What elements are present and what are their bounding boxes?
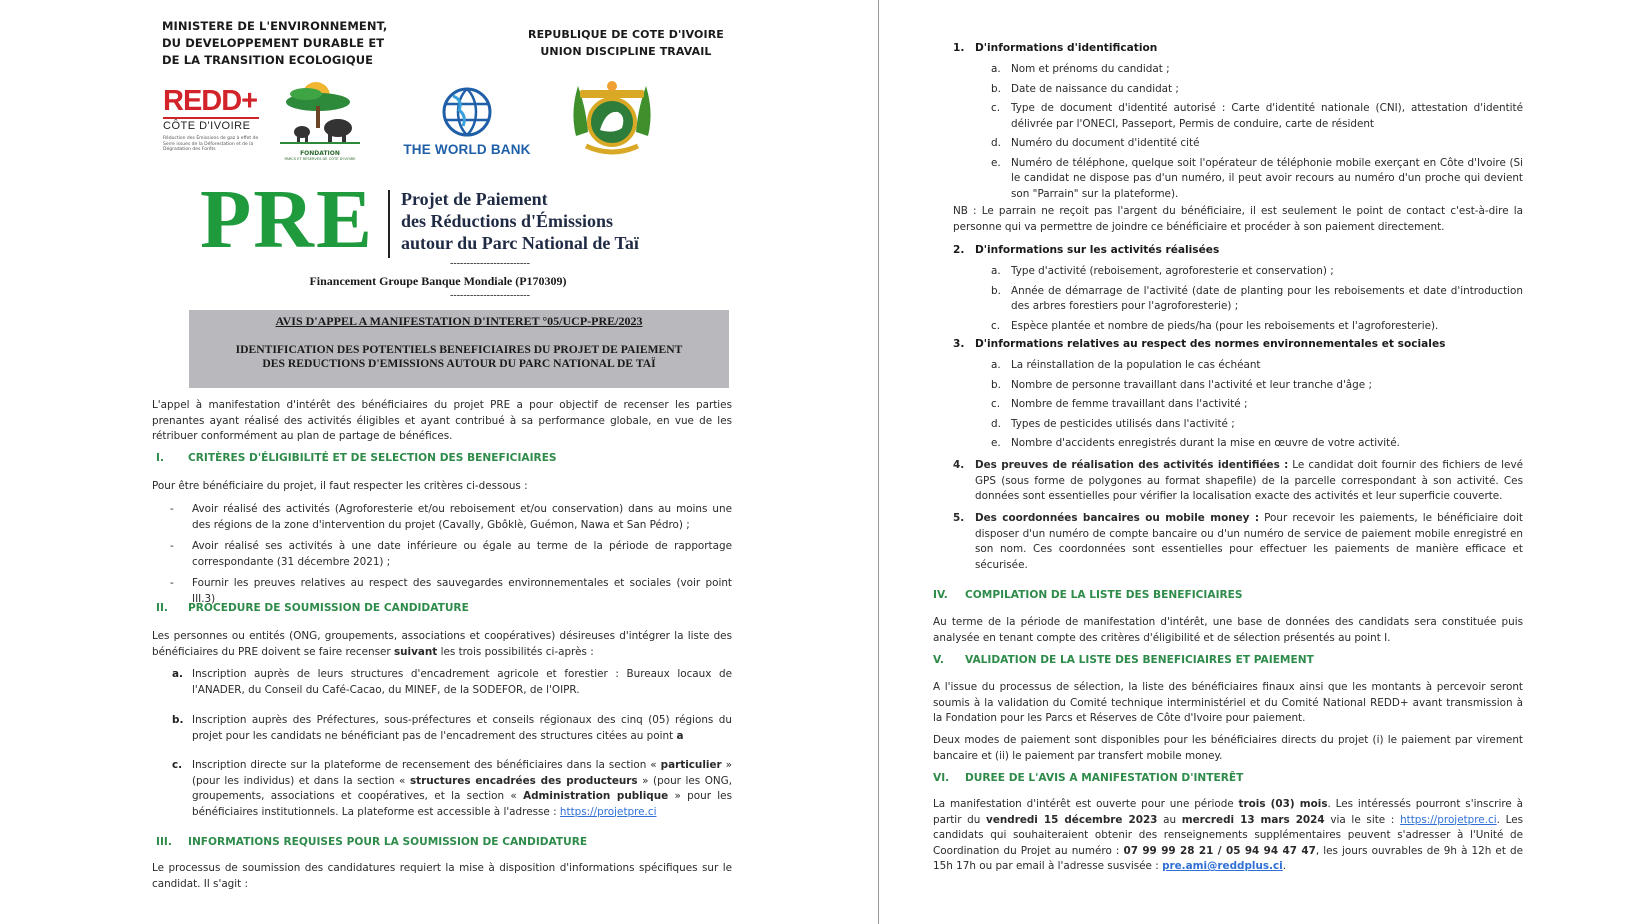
avis-title: AVIS D'APPEL A MANIFESTATION D'INTERET °05/UCP-PRE/2023 [275,314,643,328]
item-label: a. [991,63,1001,75]
text-bold: suivant [393,645,438,658]
redd-logo-text: REDD+ [163,85,258,117]
section-title: VALIDATION DE LA LISTE DES BENEFICIAIRES ET PAIEMENT [965,654,1314,666]
coat-of-arms [566,78,658,162]
item-text: Nom et prénoms du candidat ; [1011,63,1170,75]
list-item-text: Avoir réalisé des activités (Agroforesterie et/ou reboisement et/ou conservation) dans au moins une des régions de la zone d'intervention du projet (Cavally, Gbôklè, Guémon, Nawa et San Pédro) ; [192,503,732,531]
ident-line: DES REDUCTIONS D'EMISSIONS AUTOUR DU PARC NATIONAL DE TAÏ [262,357,656,370]
item-text: Espèce plantée et nombre de pieds/ha (pour les reboisements et l'agroforesterie). [1011,319,1439,332]
section-number: I. [156,452,164,464]
pre-title-line: des Réductions d'Émissions [401,211,614,231]
list-item: - Avoir réalisé ses activités à une date inférieure ou égale au terme de la période de rapportage correspondante (31 décembre 2021) ; [170,539,732,570]
item-1-list [991,62,1523,202]
item-title: D'informations sur les activités réalisées [975,244,1220,256]
section-title: INFORMATIONS REQUISES POUR LA SOUMISSION DE CANDIDATURE [188,836,588,848]
list-item [991,156,1523,203]
item-label: c. [991,398,1001,410]
text-bold: vendredi 15 décembre 2023 [986,813,1158,826]
item-text: Nombre de femme travaillant dans l'activité ; [1011,398,1248,410]
platform-link[interactable]: https://projetpre.ci [559,805,657,818]
item-text: Année de démarrage de l'activité (date de planting pour les reboisements et date d'introduction des arbres forestiers pour l'agroforesterie) ; [1011,284,1523,312]
text-span: » pour les bénéficiaires institutionnels. La plateforme est accessible à l'adresse : [192,790,732,818]
email-link[interactable]: pre.ami@reddplus.ci [1162,860,1283,872]
item-number: 3. [953,338,965,350]
item-label: d. [991,137,1001,149]
ministry-header [162,18,387,69]
pre-logo: PRE [200,173,374,266]
republic-header [528,26,724,60]
section-number: VI. [933,772,950,784]
item-label: e. [991,156,1001,169]
item-label: b. [172,714,184,726]
list-item-text: Avoir réalisé ses activités à une date inférieure ou égale au terme de la période de rapportage correspondante (31 décembre 2021) ; [192,540,732,568]
list-item [991,436,1523,452]
section-3-heading [156,836,587,848]
item-text: Types de pesticides utilisés dans l'activité ; [1011,417,1235,430]
text-bold: Des preuves de réalisation des activités identifiées : [975,459,1289,471]
list-item [991,358,1523,374]
list-item [991,319,1523,335]
text-span: via le site : [1324,813,1401,826]
item-number: 5. [953,512,965,524]
item-5 [953,511,1523,573]
pre-title-line: Projet de Paiement [401,189,548,209]
republic-line: UNION DISCIPLINE TRAVAIL [540,45,712,58]
item-label: c. [172,759,183,771]
section-number: V. [933,654,944,666]
item-label: c. [991,102,1001,114]
item-text: Type de document d'identité autorisé : Carte d'identité nationale (CNI), attestation d'identité délivrée par l'ONECI, Passeport, Permis de conduire, carte de résident [1011,102,1523,130]
ministry-line: MINISTERE DE L'ENVIRONNEMENT, [162,19,388,33]
fondation-title: FONDATION [300,150,340,157]
text-span: » (pour les individus) et dans la section « [192,759,732,787]
item-text: Inscription auprès de leurs structures d'encadrement agricole et forestier : Bureaux locaux de l'ANADER, du Conseil du Café-Cacao, du MINEF, de la SODEFOR, de l'OIPR. [192,668,732,696]
text-bold: Des coordonnées bancaires ou mobile money : [975,512,1260,524]
list-item-text: Fournir les preuves relatives au respect des sauvegardes environnementales et sociales (voir point III.3) [192,577,732,605]
site-link[interactable]: https://projetpre.ci [1400,813,1497,826]
item-4 [953,458,1523,505]
section-number: II. [156,602,168,614]
section-6-heading [933,772,1243,784]
text-span: Pour recevoir les paiements, le bénéficiaire doit disposer d'un numéro de compte bancaire ou d'un numéro de service de paiement mobile enregistré en son nom. Ces coordonnées sont essentielles pour effectuer les paiements de manière efficace et sécurisée. [975,512,1523,571]
fondation-logo [276,80,364,162]
section-1-heading [156,452,557,464]
section-title: CRITÈRES D'ÉLIGIBILITÉ ET DE SELECTION DES BENEFICIAIRES [188,452,557,464]
list-item [991,136,1523,152]
list-item [991,417,1523,433]
item-label: e. [991,437,1001,449]
section-title: PROCEDURE DE SOUMISSION DE CANDIDATURE [188,602,469,614]
text-span: . Les intéressés pourront s'inscrire à partir du [933,798,1523,826]
pre-title-line: autour du Parc National de Taï [401,233,639,253]
section-2-intro [152,629,732,660]
item-label: b. [991,284,1001,297]
pre-divider [388,190,390,258]
item-number: 1. [953,42,965,54]
text-span: Inscription directe sur la plateforme de recensement des bénéficiaires dans la section « [192,759,661,771]
list-item [991,397,1523,413]
ident-title [189,343,729,371]
text-span: » (pour les ONG, groupements, associations et coopératives, et la section « [192,774,732,802]
section-4-heading [933,589,1243,601]
republic-line: REPUBLIQUE DE COTE D'IVOIRE [528,28,724,41]
item-3-list [991,358,1523,452]
item-text: Date de naissance du candidat ; [1011,82,1179,95]
text-bold: structures encadrées des producteurs [409,774,638,787]
text-span: Inscription auprès des Préfectures, sous-préfectures et conseils régionaux des cinq (05) régions du projet pour les candidats ne bénéficiant pas de l'encadrement des structures citées au point [192,714,732,742]
section-5-heading [933,654,1314,666]
section-3-intro: Le processus de soumission des candidatures requiert la mise à disposition d'informations spécifiques sur le candidat. Il s'agit : [152,862,732,890]
item-label: a. [172,668,183,680]
redd-logo-country: CÔTE D'IVOIRE [163,120,251,132]
redd-logo-rule [163,117,259,119]
list-item [991,101,1523,132]
section-1-list [170,502,732,607]
text-span: . Les candidats qui souhaiteraient obtenir des renseignements supplémentaires peuvent s'adresser à l'Unité de Coordination du Projet au numéro : [933,813,1524,857]
phone-numbers: 07 99 99 28 21 / 05 94 94 47 47 [1123,844,1316,857]
ministry-line: DU DEVELOPPEMENT DURABLE ET [162,36,385,50]
dash-separator: ------------------------ [450,290,530,301]
section-5-text-2: Deux modes de paiement sont disponibles pour les bénéficiaires directs du projet (i) le paiement par virement bancaire et (ii) le paiement par transfert mobile money. [933,734,1523,762]
financing-line: Financement Groupe Banque Mondiale (P170309) [309,274,567,288]
text-bold: a [676,729,684,742]
item-title: D'informations d'identification [975,42,1158,54]
item-label: c. [991,319,1001,332]
text-span: Les personnes ou entités (ONG, groupements, associations et coopératives) désireuses d'intégrer la liste des bénéficiaires du PRE doivent se faire recenser [152,630,732,658]
item-2-heading [953,244,1219,256]
list-item [991,264,1523,280]
dash-separator: ------------------------ [450,258,530,269]
item-text [192,713,732,744]
item-text [975,458,1523,505]
item-text: Numéro du document d'identité cité [1011,137,1200,149]
item-text [975,511,1523,573]
item-label: a. [991,265,1001,277]
text-span: Le candidat doit fournir des fichiers de levé GPS (sous forme de polygones au format shapefile) de la parcelle correspondant à son activité. Ces données sont essentielles pour vérifier la localisation exacte des activités et leur superficie couverte. [975,459,1523,502]
text-span: , les jours ouvrables de 9h à 12h et de 15h 17h ou par email à l'adresse susvisée : [933,844,1523,872]
item-2-list [991,264,1523,334]
worldbank-logo [392,86,542,158]
list-item [991,82,1523,98]
list-item [991,284,1523,315]
section-number: III. [156,836,172,848]
section-5-text-1: A l'issue du processus de sélection, la liste des bénéficiaires finaux ainsi que les montants à percevoir seront soumis à la validation du Comité technique interministériel et du Comité National REDD+ avant transmission à la Fondation pour les Parcs et Réserves de Côte d'Ivoire pour paiement. [933,681,1523,724]
list-item: - Fournir les preuves relatives au respect des sauvegardes environnementales et sociales (voir point III.3) [170,576,732,607]
section-4-text: Au terme de la période de manifestation d'intérêt, une base de données des candidats sera constituée puis analysée en tenant compte des critères d'éligibilité et de sélection présentés au point I. [933,616,1523,644]
text-bold: Administration publique [523,790,669,802]
text-span: les trois possibilités ci-après : [437,645,594,658]
text-bold: trois (03) mois [1238,798,1328,810]
section-title: COMPILATION DE LA LISTE DES BENEFICIAIRES [965,589,1243,601]
item-text: Type d'activité (reboisement, agroforesterie et conservation) ; [1011,265,1334,277]
section-2-item-a [172,667,732,698]
tree-elephant-icon [276,80,364,146]
globe-icon [441,86,493,138]
section-number: IV. [933,589,948,601]
item-number: 2. [953,244,965,256]
text-span: . [1282,860,1287,872]
nb-note: NB : Le parrain ne reçoit pas l'argent du bénéficiaire, il est seulement le point de contact c'est-à-dire la personne qui va permettre de joindre ce bénéficiaire et procéder à son paiement directement. [953,205,1523,233]
item-title: D'informations relatives au respect des normes environnementales et sociales [975,338,1446,350]
item-text: Numéro de téléphone, quelque soit l'opérateur de téléphonie mobile exerçant en Côte d'Ivoire (Si le candidat ne dispose pas d'un numéro, il peut avoir recours au numéro d'un proche qui devient son "Parrain" sur la plateforme). [1011,156,1523,200]
ministry-line: DE LA TRANSITION ECOLOGIQUE [162,53,374,67]
text-span: La manifestation d'intérêt est ouverte pour une période [933,798,1239,810]
ident-line: IDENTIFICATION DES POTENTIELS BENEFICIAIRES DU PROJET DE PAIEMENT [235,343,683,356]
coat-of-arms-icon [566,78,658,162]
intro-paragraph: L'appel à manifestation d'intérêt des bénéficiaires du projet PRE a pour objectif de recenser les parties prenantes ayant réalisé des activités éligibles et ayant contribué à sa performance globale, en vue de les rétribuer conformément au plan de partage de bénéfices. [152,399,732,442]
item-text [192,758,732,820]
pre-title [401,188,639,254]
item-label: d. [991,417,1001,430]
section-6-text [933,797,1523,875]
list-item: - Avoir réalisé des activités (Agroforesterie et/ou reboisement et/ou conservation) dans au moins une des régions de la zone d'intervention du projet (Cavally, Gbôklè, Guémon, Nawa et San Pédro) ; [170,502,732,533]
section-2-item-b [172,713,732,744]
redd-logo-caption: Réduction des Émissions de gaz à effet de Serre issues de la Déforestation et de la Dégradation des Forêts [163,136,259,152]
item-label: b. [991,82,1001,95]
section-title: DUREE DE L'AVIS A MANIFESTATION D'INTERÊT [965,772,1244,784]
item-label: b. [991,378,1001,391]
section-2-item-c [172,758,732,820]
text-span: au [1157,813,1182,826]
list-item [991,378,1523,394]
right-page [878,0,1640,924]
item-number: 4. [953,459,965,471]
item-3-heading [953,338,1445,350]
item-text: La réinstallation de la population le cas échéant [1011,359,1261,371]
section-1-intro: Pour être bénéficiaire du projet, il faut respecter les critères ci-dessous : [152,480,528,492]
item-text: Nombre d'accidents enregistrés durant la mise en œuvre de votre activité. [1011,437,1400,449]
text-bold: particulier [660,759,722,771]
avis-banner [189,310,729,388]
item-1-heading [953,42,1157,54]
list-item [991,62,1523,78]
item-text: Nombre de personne travaillant dans l'activité et leur tranche d'âge ; [1011,378,1372,391]
redd-logo [163,86,263,156]
fondation-subtitle: PARCS ET RÉSERVES DE CÔTE D'IVOIRE [284,157,356,161]
text-bold: mercredi 13 mars 2024 [1181,813,1325,826]
section-2-heading [156,602,469,614]
worldbank-label: THE WORLD BANK [403,142,531,157]
item-label: a. [991,359,1001,371]
